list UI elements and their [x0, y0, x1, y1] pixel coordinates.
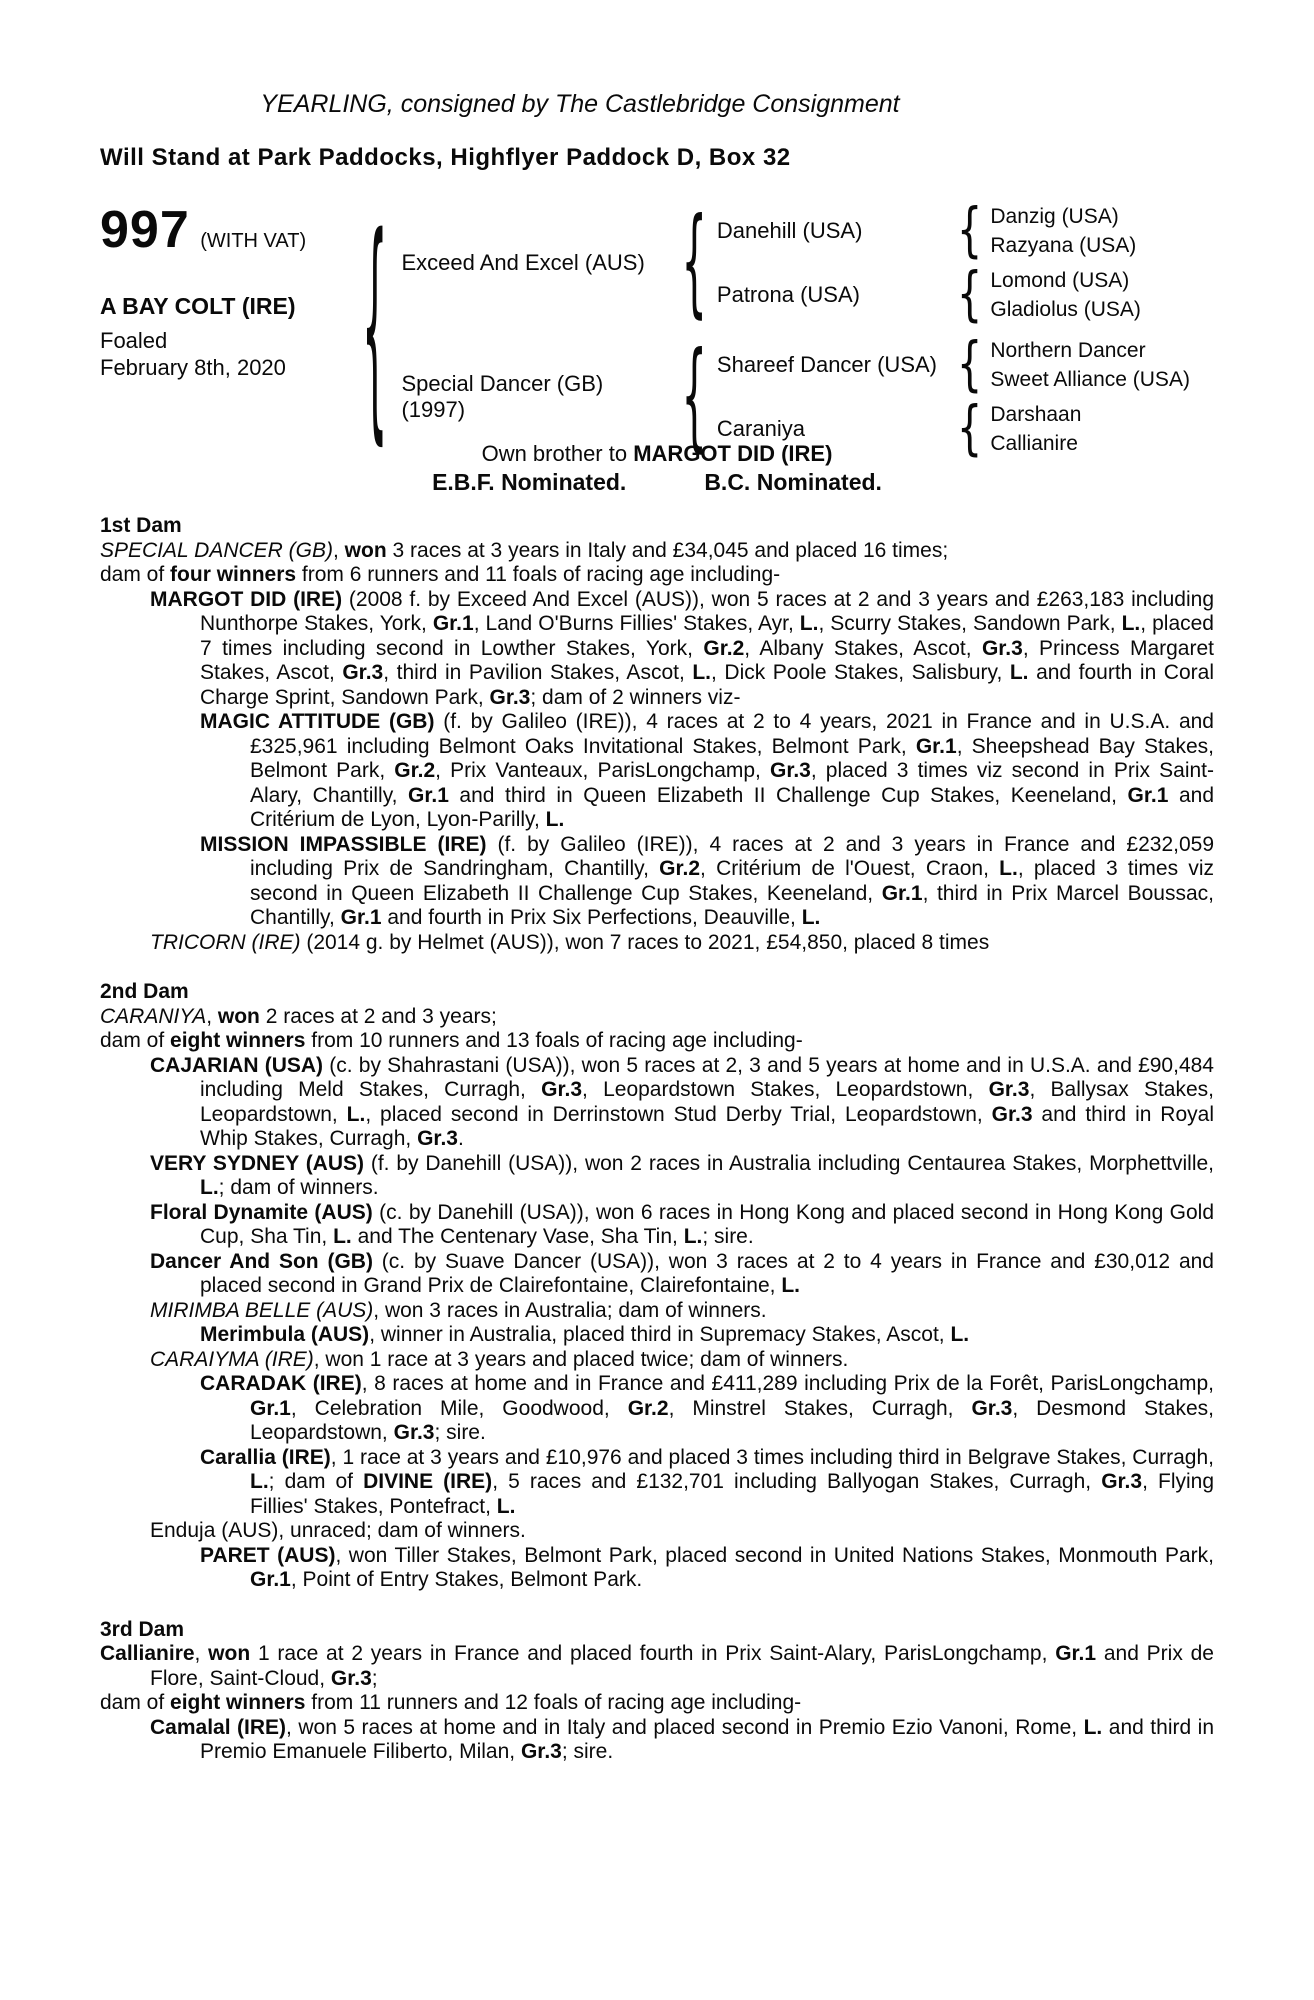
text-segment: , Desmond Stakes, Leopardstown, — [250, 1396, 1214, 1444]
text-segment: Gr.1 — [340, 906, 382, 929]
text-segment: Gr.1 — [1055, 1642, 1097, 1665]
sire-block — [401, 195, 1190, 331]
text-segment: , third in Pavilion Stakes, Ascot, — [383, 661, 693, 684]
text-segment: , placed 3 times viz second in Prix Saint-Alary, Chantilly, — [250, 759, 1215, 807]
text-segment: L. — [999, 857, 1018, 880]
ebf-nomination: E.B.F. Nominated. — [432, 469, 627, 495]
text-segment: , Flying Fillies' Stakes, Pontefract, — [250, 1470, 1215, 1518]
grandsire-block — [716, 331, 1190, 399]
text-segment: and third in Queen Elizabeth II Challenge Cup Stakes, Keeneland, — [448, 783, 1128, 807]
text-segment: and fourth in Coral Charge Sprint, Sandown Park, — [200, 661, 1214, 709]
own-brother-line — [0, 441, 1314, 467]
text-segment: eight winners — [170, 1691, 306, 1714]
brace-icon: { — [681, 195, 707, 331]
pedigree-paragraph — [100, 1348, 1214, 1373]
text-segment: , Land O'Burns Fillies' Stakes, Ayr, — [473, 612, 800, 635]
pedigree-paragraph — [100, 1201, 1214, 1250]
text-segment: , won 1 race at 3 years and placed twice; dam of winners. — [313, 1347, 849, 1371]
pedigree-entry: Lomond (USA) — [990, 269, 1130, 292]
text-segment: CARAIYMA (IRE) — [150, 1347, 314, 1371]
brace-icon: { — [956, 395, 983, 463]
great-grandparents — [990, 267, 1141, 323]
text-segment: Gr.3 — [417, 1127, 458, 1150]
text-segment: ; dam of 2 winners viz- — [530, 685, 741, 709]
text-segment: Gr.1 — [250, 1568, 291, 1591]
text-segment: , Point of Entry Stakes, Belmont Park. — [290, 1568, 643, 1591]
text-segment: Gr.2 — [627, 1396, 669, 1420]
vat-note: (WITH VAT) — [200, 230, 307, 252]
text-segment: Gr.3 — [770, 759, 811, 782]
pedigree-paragraph — [100, 1691, 1214, 1716]
text-segment: L. — [801, 906, 821, 929]
brace-icon: { — [362, 192, 388, 468]
text-segment: Floral Dynamite (AUS) — [150, 1200, 373, 1224]
pedigree-paragraph — [100, 1299, 1214, 1324]
text-segment: Gr.1 — [881, 881, 923, 905]
text-segment: , Minstrel Stakes, Curragh, — [668, 1396, 972, 1420]
own-brother-name: MARGOT DID (IRE) — [633, 441, 833, 466]
brace-icon: { — [956, 197, 983, 265]
granddam-block — [716, 261, 1141, 329]
lot-number: 997 — [100, 201, 190, 259]
brace-icon: { — [956, 261, 983, 329]
text-segment: , won Tiller Stakes, Belmont Park, placed second in United Nations Stakes, Monmouth Park, — [335, 1543, 1214, 1567]
dam-section-heading: 3rd Dam — [100, 1617, 185, 1641]
great-grandparents — [990, 337, 1190, 393]
lot-row — [100, 200, 306, 260]
pedigree-paragraph — [100, 1716, 1214, 1765]
text-segment: , Scurry Stakes, Sandown Park, — [818, 612, 1122, 635]
text-segment: Gr.3 — [981, 636, 1023, 660]
text-segment: , won 3 races in Australia; dam of winners. — [373, 1298, 767, 1322]
text-segment: Gr.1 — [915, 734, 957, 758]
text-segment: , — [333, 538, 345, 562]
text-segment: won — [217, 1004, 260, 1028]
text-segment: 1 race at 2 years in France and placed fourth in Prix Saint-Alary, ParisLongchamp, — [250, 1642, 1056, 1665]
text-segment: L. — [781, 1274, 801, 1297]
pedigree-entry: Danehill (USA) — [716, 218, 863, 243]
pedigree-entry: Sweet Alliance (USA) — [990, 368, 1190, 391]
text-segment: and Critérium de Lyon, Lyon-Parilly, — [250, 783, 1214, 831]
sire-grandparents — [716, 197, 1141, 329]
text-segment: , Dick Poole Stakes, Salisbury, — [711, 661, 1010, 684]
text-segment: , Ballysax Stakes, Leopardstown, — [200, 1078, 1214, 1126]
text-segment: , third in Prix Marcel Boussac, Chantilly, — [250, 881, 1214, 929]
foaled-date: February 8th, 2020 — [100, 355, 286, 380]
text-segment: Merimbula (AUS) — [200, 1323, 370, 1346]
text-segment: L. — [200, 1176, 219, 1199]
text-segment: L. — [950, 1323, 970, 1346]
brace-icon: { — [956, 331, 983, 399]
text-segment: (f. by Danehill (USA)), won 2 races in Australia including Centaurea Stakes, Morphettville, — [364, 1151, 1214, 1175]
text-segment: and fourth in Prix Six Perfections, Deauville, — [381, 906, 802, 929]
text-segment: four winners — [170, 563, 297, 586]
text-segment: , Princess Margaret Stakes, Ascot, — [200, 636, 1214, 684]
pedigree-paragraph — [100, 563, 1214, 588]
great-grandparents — [990, 203, 1136, 259]
pedigree-entry: Northern Dancer — [990, 339, 1146, 362]
pedigree-paragraph — [100, 931, 1214, 956]
text-segment: , Albany Stakes, Ascot, — [744, 636, 982, 660]
text-segment: , placed second in Derrinstown Stud Derby Trial, Leopardstown, — [365, 1102, 992, 1126]
pedigree-paragraph — [100, 710, 1214, 833]
text-segment: CARADAK (IRE) — [200, 1372, 362, 1395]
text-segment: ; sire. — [561, 1740, 614, 1763]
text-segment: L. — [799, 612, 819, 635]
text-segment: L. — [1121, 612, 1141, 635]
text-segment: L. — [692, 661, 712, 684]
pedigree-paragraph — [100, 539, 1214, 564]
text-segment: ; sire. — [434, 1421, 486, 1444]
pedigree-paragraph — [100, 1372, 1214, 1446]
text-segment: Gr.2 — [659, 857, 701, 880]
text-segment: Callianire — [100, 1642, 195, 1665]
pedigree-tree — [362, 192, 1190, 468]
text-segment: Gr.2 — [394, 759, 436, 782]
text-segment: MARGOT DID (IRE) — [150, 587, 343, 611]
text-segment: MIRIMBA BELLE (AUS) — [150, 1298, 374, 1322]
pedigree-details — [100, 514, 1214, 1765]
own-brother-prefix: Own brother to — [481, 441, 634, 466]
text-segment: , won 5 races at home and in Italy and placed second in Premio Ezio Vanoni, Rome, — [286, 1715, 1084, 1739]
text-segment: eight winners — [170, 1029, 306, 1052]
pedigree-paragraph — [100, 1323, 1214, 1348]
text-segment: , Critérium de l'Ouest, Craon, — [700, 857, 1000, 880]
dam-section-heading: 2nd Dam — [100, 980, 189, 1003]
pedigree-entry: Shareef Dancer (USA) — [716, 352, 937, 377]
text-segment: L. — [545, 808, 565, 831]
text-segment: MISSION IMPASSIBLE (IRE) — [200, 832, 487, 856]
text-segment: ; dam of winners. — [218, 1176, 379, 1199]
pedigree-paragraph — [100, 588, 1214, 711]
text-segment: Gr.3 — [541, 1078, 583, 1101]
text-segment: won — [344, 538, 387, 562]
text-segment: , placed 3 times viz second in Queen Elizabeth II Challenge Cup Stakes, Keeneland, — [250, 857, 1214, 905]
text-segment: , Leopardstown Stakes, Leopardstown, — [582, 1078, 989, 1101]
pedigree-paragraph — [100, 833, 1214, 931]
grandsire-block — [716, 197, 1141, 265]
stand-location: Will Stand at Park Paddocks, Highflyer Paddock D, Box 32 — [100, 144, 791, 171]
text-segment: 3 races at 3 years in Italy and £34,045 and placed 16 times; — [386, 538, 949, 562]
pedigree-entry: Exceed And Excel (AUS) — [401, 250, 645, 275]
pedigree-entry: Caraniya — [716, 416, 805, 441]
pedigree-entry: Patrona (USA) — [716, 282, 860, 307]
text-segment: Gr.1 — [1127, 783, 1169, 807]
text-segment: Gr.3 — [330, 1666, 372, 1690]
text-segment: Camalal (IRE) — [150, 1715, 287, 1739]
text-segment: CAJARIAN (USA) — [150, 1053, 324, 1077]
text-segment: , winner in Australia, placed third in Supremacy Stakes, Ascot, — [369, 1323, 951, 1346]
text-segment: ; sire. — [702, 1225, 754, 1248]
text-segment: ; — [371, 1666, 378, 1690]
text-segment: DIVINE (IRE) — [363, 1470, 493, 1493]
page-title: YEARLING, consigned by The Castlebridge Consignment — [260, 90, 900, 118]
pedigree-entry: Gladiolus (USA) — [990, 298, 1141, 321]
text-segment: , Sheepshead Bay Stakes, Belmont Park, — [250, 734, 1214, 782]
text-segment: L. — [346, 1102, 366, 1126]
text-segment: Gr.2 — [703, 636, 745, 660]
text-segment: 2 races at 2 and 3 years; — [259, 1004, 497, 1028]
text-segment: Gr.3 — [393, 1421, 435, 1444]
text-segment: Gr.1 — [250, 1396, 291, 1420]
text-segment: TRICORN (IRE) — [150, 930, 301, 954]
bc-nomination: B.C. Nominated. — [704, 469, 882, 495]
text-segment: Gr.3 — [991, 1102, 1033, 1126]
dam-block — [401, 329, 1190, 465]
text-segment: (2008 f. by Exceed And Excel (AUS)), won 5 races at 2 and 3 years and £263,183 including Nunthorpe Stakes, York, — [200, 587, 1214, 635]
pedigree-paragraph — [100, 1152, 1214, 1201]
text-segment: and The Centenary Vase, Sha Tin, — [351, 1225, 684, 1248]
text-segment: L. — [1083, 1715, 1103, 1739]
nominations-line — [0, 469, 1314, 496]
text-segment: , — [206, 1004, 218, 1028]
text-segment: (c. by Suave Dancer (USA)), won 3 races at 2 to 4 years in France and £30,012 and placed second in Grand Prix de Clairefontaine, Clairefontaine, — [200, 1249, 1214, 1297]
text-segment: Dancer And Son (GB) — [150, 1249, 373, 1273]
text-segment: (2014 g. by Helmet (AUS)), won 7 races to 2021, £54,850, placed 8 times — [300, 930, 990, 954]
text-segment: MAGIC ATTITUDE (GB) — [200, 710, 435, 733]
dam-section-heading: 1st Dam — [100, 514, 182, 537]
text-segment: Gr.3 — [520, 1740, 562, 1763]
text-segment: Gr.3 — [489, 685, 531, 709]
pedigree-paragraph — [100, 1005, 1214, 1030]
pedigree-paragraph — [100, 1029, 1214, 1054]
text-segment: (f. by Galileo (IRE)), 4 races at 2 and 3 years in France and £232,059 including Prix de Sandringham, Chantilly, — [250, 832, 1214, 880]
text-segment: , Prix Vanteaux, ParisLongchamp, — [435, 759, 770, 782]
pedigree-paragraph — [100, 1054, 1214, 1152]
text-segment: from 10 runners and 13 foals of racing age including- — [305, 1029, 803, 1052]
text-segment: and third in Premio Emanuele Filiberto, Milan, — [200, 1715, 1214, 1763]
text-segment: PARET (AUS) — [200, 1543, 336, 1567]
text-segment: dam of — [100, 563, 171, 586]
text-segment: Gr.3 — [342, 661, 384, 684]
foaled-label: Foaled — [100, 328, 168, 353]
text-segment: , Celebration Mile, Goodwood, — [290, 1396, 628, 1420]
text-segment: won — [208, 1642, 251, 1665]
text-segment: L. — [1009, 661, 1029, 684]
text-segment: Enduja (AUS), unraced; dam of winners. — [150, 1519, 526, 1542]
horse-name: A BAY COLT (IRE) — [100, 293, 296, 319]
text-segment: (c. by Shahrastani (USA)), won 5 races at 2, 3 and 5 years at home and in U.S.A. and £90,484 including Meld Stakes, Curragh, — [200, 1053, 1214, 1101]
text-segment: Gr.1 — [408, 783, 449, 807]
text-segment: Gr.3 — [971, 1396, 1013, 1420]
text-segment: SPECIAL DANCER (GB) — [100, 538, 333, 562]
text-segment: L. — [250, 1470, 269, 1493]
text-segment: dam of — [100, 1691, 171, 1714]
text-segment: Carallia (IRE) — [200, 1445, 331, 1469]
text-segment: . — [457, 1127, 464, 1150]
text-segment: L. — [496, 1494, 516, 1518]
text-segment: Gr.3 — [1101, 1470, 1143, 1493]
pedigree-paragraph — [100, 1250, 1214, 1299]
text-segment: , 1 race at 3 years and £10,976 and placed 3 times including third in Belgrave Stakes, Curragh, — [330, 1445, 1214, 1469]
text-segment: ; dam of — [268, 1470, 364, 1493]
text-segment: CARANIYA — [100, 1004, 207, 1028]
text-segment: (f. by Galileo (IRE)), 4 races at 2 to 4 years, 2021 in France and in U.S.A. and £325,961 including Belmont Oaks Invitational Stakes, Belmont Park, — [250, 710, 1214, 758]
pedigree-paragraph — [100, 1642, 1214, 1691]
text-segment: and Prix de Flore, Saint-Cloud, — [150, 1642, 1214, 1690]
dam-name — [401, 371, 681, 423]
text-segment: , 5 races and £132,701 including Ballyogan Stakes, Curragh, — [492, 1470, 1102, 1493]
pedigree-entry: Special Dancer (GB) — [401, 371, 604, 396]
text-segment: from 6 runners and 11 foals of racing age including- — [296, 563, 781, 586]
text-segment: from 11 runners and 12 foals of racing age including- — [305, 1691, 802, 1714]
text-segment: dam of — [100, 1029, 171, 1052]
pedigree-entry: Razyana (USA) — [990, 234, 1137, 257]
sire-name — [401, 250, 681, 276]
text-segment: , 8 races at home and in France and £411,289 including Prix de la Forêt, ParisLongchamp, — [361, 1372, 1214, 1395]
pedigree-entry: Callianire — [990, 432, 1078, 455]
pedigree-paragraph — [100, 1544, 1214, 1593]
pedigree-block — [100, 192, 1260, 468]
brace-icon: { — [681, 329, 707, 465]
text-segment: VERY SYDNEY (AUS) — [150, 1151, 365, 1175]
pedigree-generation-1 — [401, 195, 1190, 465]
pedigree-paragraph — [100, 1519, 1214, 1544]
text-segment: , — [194, 1642, 209, 1665]
pedigree-entry-year: (1997) — [401, 397, 466, 422]
text-segment: L. — [683, 1225, 703, 1248]
pedigree-paragraph — [100, 1446, 1214, 1520]
text-segment: L. — [333, 1225, 352, 1248]
text-segment: Gr.3 — [988, 1078, 1030, 1101]
pedigree-entry: Danzig (USA) — [990, 205, 1119, 228]
text-segment: Gr.1 — [432, 612, 474, 635]
text-segment: and third in Royal Whip Stakes, Curragh, — [200, 1102, 1214, 1150]
text-segment: , placed 7 times including second in Lowther Stakes, York, — [200, 612, 1214, 660]
pedigree-entry: Darshaan — [990, 403, 1082, 426]
text-segment: (c. by Danehill (USA)), won 6 races in Hong Kong and placed second in Hong Kong Gold Cup, Sha Tin, — [200, 1200, 1214, 1248]
